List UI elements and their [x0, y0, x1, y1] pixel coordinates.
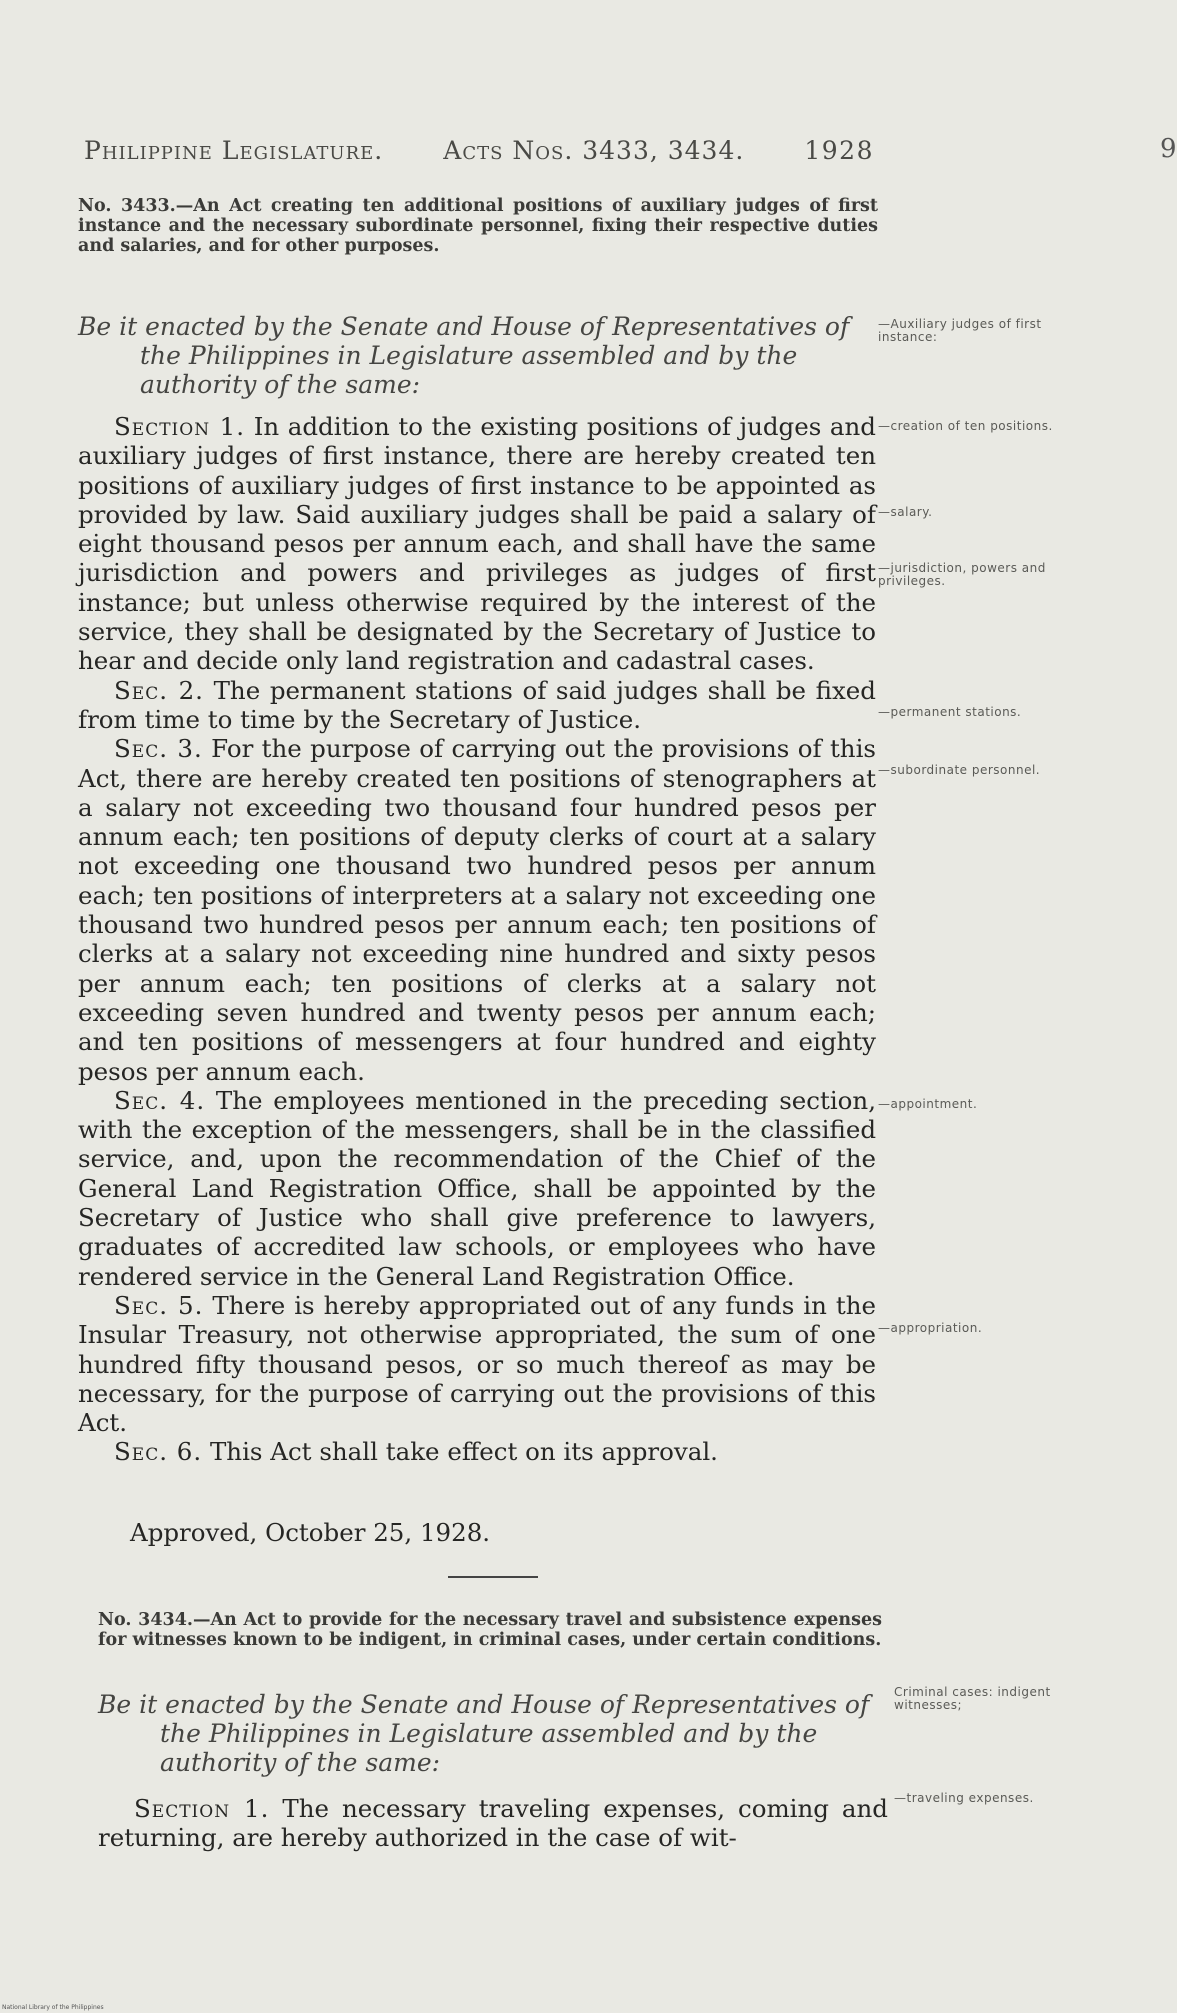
margin-note-personnel: —subordinate personnel. [878, 763, 1041, 777]
section-5-label: Sec. 5. [114, 1290, 204, 1320]
section-3-text: For the purpose of carrying out the provisions of this Act, there are hereby created ten positions of stenographers at a salary not exceeding two thousand four hundred pesos per annum each; ten positions of deputy clerks of court at a salary not exceeding one thousand two hundred pesos per annum each; ten positions of interpreters at a salary not exceeding one thousand two hundred pesos per annum each; ten positions of clerks at a salary not exceeding nine hundred and sixty pesos per annum each; ten positions of clerks at a salary not exceeding seven hundred and twenty pesos per annum each; and ten positions of messengers at four hundred and eighty pesos per annum each. [78, 734, 876, 1086]
header-legislature: Philippine Legislature. [84, 136, 384, 165]
section-5 [78, 1291, 876, 1437]
section-3-label: Sec. 3. [114, 734, 203, 764]
margin-note-salary: —salary. [878, 505, 933, 519]
margin-note-appropriation: —appropriation. [878, 1321, 983, 1335]
section-3 [78, 734, 876, 1086]
section-1-text: In addition to the existing positions of judges and auxiliary judges of first instance, there are hereby created ten positions of auxiliary judges of first instance to be appointed as provided by law. Said auxiliary judges shall be paid a salary of eight thousand pesos per annum each, and shall have the same jurisdiction and powers and privileges as judges of first instance; but unless otherwise required by the interest of the service, they shall be designated by the Secretary of Justice to hear and decide only land registration and cadastral cases. [78, 412, 876, 676]
enact-3434-line-1: Be it enacted by the Senate and House of Representatives of [98, 1690, 870, 1719]
section-4 [78, 1086, 876, 1291]
section-1-label: Section 1. [114, 412, 246, 441]
section-4-text: The employees mentioned in the preceding section, with the exception of the messengers, shall be in the classified service, and, upon the recommendation of the Chief of the General Land Registration Office, shall be appointed by the Secretary of Justice who shall give preference to lawyers, graduates of accredited law schools, or employees who have rendered service in the General Land Registration Office. [78, 1085, 876, 1291]
running-header [84, 136, 874, 165]
section-4-label: Sec. 4. [114, 1085, 206, 1115]
act-3434-enacting-clause [98, 1690, 898, 1777]
section-2 [78, 676, 876, 735]
enact-3434-line-2: the Philippines in Legislature assembled and by the [160, 1719, 818, 1748]
margin-note-jurisdiction: —jurisdiction, powers and privileges. [878, 561, 1046, 588]
section-6 [78, 1437, 876, 1466]
act-3434-section-1-text: The necessary traveling expenses, coming and returning, are hereby authorized in the case of wit- [98, 1794, 888, 1853]
margin-note-stations: —permanent stations. [878, 705, 1022, 719]
page-number-fragment: 9 [1160, 134, 1177, 164]
act-3434-body [98, 1794, 888, 1853]
section-5-text: There is hereby appropriated out of any funds in the Insular Treasury, not otherwise appropriated, the sum of one hundred fifty thousand pesos, or so much thereof as may be necessary, for the purpose of carrying out the provisions of this Act. [78, 1290, 877, 1438]
section-6-label: Sec. 6. [114, 1437, 203, 1467]
margin-note-criminal-cases: Criminal cases: indigent witnesses; [894, 1685, 1051, 1712]
act-3434-section-1 [98, 1794, 888, 1853]
margin-note-auxiliary-judges: —Auxiliary judges of first instance: [878, 317, 1042, 344]
margin-note-creation: —creation of ten positions. [878, 419, 1053, 433]
section-2-text: The permanent stations of said judges shall be fixed from time to time by the Secretary of Justice. [78, 675, 876, 734]
section-6-text: This Act shall take effect on its approval. [209, 1437, 718, 1467]
section-divider [448, 1576, 538, 1578]
section-1 [78, 412, 876, 676]
section-2-label: Sec. 2. [114, 675, 204, 705]
act-3434-title: No. 3434.—An Act to provide for the necessary travel and subsistence expenses for witnesses known to be indigent, in criminal cases, under certain conditions. [98, 1610, 882, 1650]
act-3434-section-1-label: Section 1. [134, 1794, 270, 1823]
act-3433-approval: Approved, October 25, 1928. [130, 1518, 491, 1547]
header-year: 1928 [804, 136, 874, 165]
enact-3434-line-3: authority of the same: [160, 1748, 441, 1777]
act-3433-enacting-clause [78, 312, 878, 399]
act-3433-title: No. 3433.—An Act creating ten additional positions of auxiliary judges of first instance and the necessary subordinate personnel, fixing their respective duties and salaries, and for other purposes. [78, 196, 878, 256]
header-acts: Acts Nos. 3433, 3434. [443, 136, 745, 165]
scan-footer: National Library of the Philippines [2, 2004, 104, 2011]
margin-note-traveling: —traveling expenses. [894, 1791, 1034, 1805]
enact-line-1: Be it enacted by the Senate and House of Representatives of [78, 312, 850, 341]
margin-note-appointment: —appointment. [878, 1097, 978, 1111]
act-3433-body [78, 412, 876, 1467]
enact-line-2: the Philippines in Legislature assembled and by the [140, 341, 798, 370]
enact-line-3: authority of the same: [140, 370, 421, 399]
